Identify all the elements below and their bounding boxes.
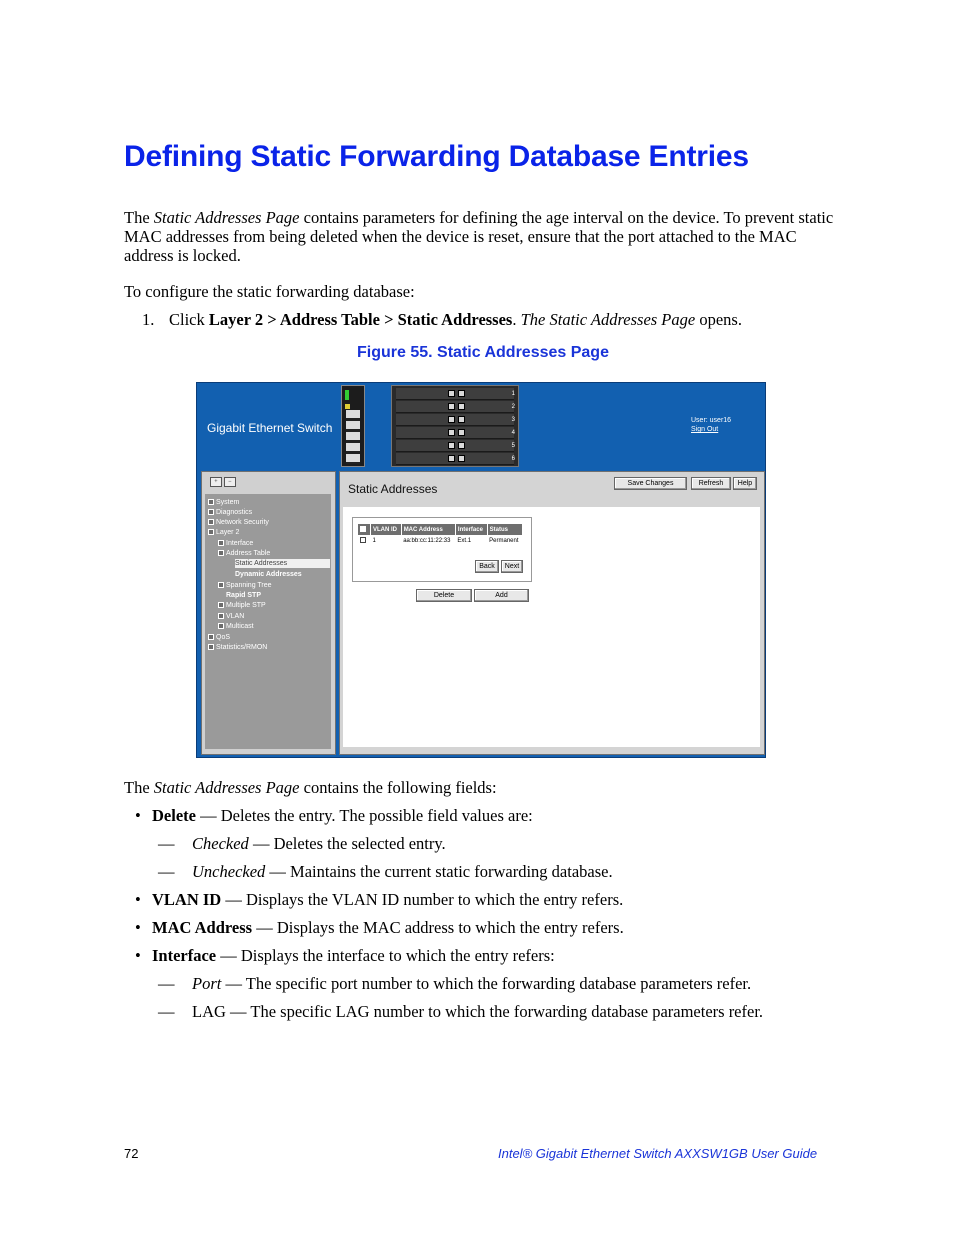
col-vlan-id: VLAN ID: [371, 524, 402, 535]
dash-port: — Port — The specific port number to which the forwarding database parameters refer.: [158, 974, 752, 993]
next-button[interactable]: Next: [501, 560, 523, 573]
collapse-icon: [218, 550, 224, 556]
nav-item-address-table[interactable]: Address Table: [218, 549, 270, 558]
static-addresses-screenshot: [196, 382, 766, 758]
add-button[interactable]: Add: [474, 589, 529, 602]
nav-item-vlan[interactable]: VLAN: [218, 612, 244, 621]
nav-item-system[interactable]: System: [208, 498, 239, 507]
expand-icon: [218, 540, 224, 546]
port-row: [396, 401, 514, 413]
static-addresses-table: [358, 524, 523, 546]
bullet-vlan-id: • VLAN ID — Displays the VLAN ID number to which the entry refers.: [135, 890, 624, 909]
figure-caption: Figure 55. Static Addresses Page: [357, 344, 609, 361]
status-led-icon: [345, 390, 349, 400]
nav-item-dynamic-addresses[interactable]: Dynamic Addresses: [235, 571, 302, 578]
nav-item-multicast[interactable]: Multicast: [218, 622, 254, 631]
content-panel: [339, 471, 765, 755]
content-area: [343, 507, 760, 747]
bullet-mac-address: • MAC Address — Displays the MAC address to which the entry refers.: [135, 918, 624, 937]
status-led-icon: [345, 404, 350, 409]
port-row: [396, 388, 514, 400]
nav-item-diagnostics[interactable]: Diagnostics: [208, 508, 252, 517]
configure-text: To configure the static forwarding database:: [124, 282, 415, 301]
user-info: [691, 416, 731, 434]
cell-vlan-id: 1: [372, 537, 376, 544]
nav-item-static-addresses[interactable]: Static Addresses: [235, 559, 330, 568]
static-addresses-table-frame: [352, 517, 532, 582]
app-title: Gigabit Ethernet Switch: [207, 421, 333, 435]
collapse-all-button[interactable]: −: [224, 477, 236, 487]
select-all-checkbox[interactable]: [358, 524, 371, 535]
step-1: 1. Click Layer 2 > Address Table > Static Addresses. The Static Addresses Page opens.: [142, 310, 742, 329]
nav-item-layer2[interactable]: Layer 2: [208, 528, 239, 537]
nav-item-spanning-tree[interactable]: Spanning Tree: [218, 581, 272, 590]
nav-item-interface[interactable]: Interface: [218, 539, 253, 548]
page-number: 72: [124, 1146, 139, 1161]
cell-status: Permanent: [489, 537, 519, 544]
collapse-icon: [208, 529, 214, 535]
port-row: [396, 453, 514, 465]
expand-icon: [208, 499, 214, 505]
nav-item-rapid-stp[interactable]: Rapid STP: [226, 592, 262, 599]
table-header-row: [358, 524, 523, 535]
port-column-icon: [346, 410, 360, 464]
fields-intro: The Static Addresses Page contains the following fields:: [124, 778, 497, 797]
expand-icon: [218, 602, 224, 608]
slot-numbers: 1 2 3 4 5 6: [511, 391, 515, 462]
switch-module-image: [341, 385, 365, 467]
expand-icon: [208, 509, 214, 515]
table-row: [358, 535, 523, 546]
nav-item-network-security[interactable]: Network Security: [208, 518, 269, 527]
nav-item-multiple-stp[interactable]: Multiple STP: [218, 601, 266, 610]
cell-mac-address: aa:bb:cc:11:22:33: [403, 537, 451, 544]
nav-panel: [201, 471, 336, 755]
dash-checked: — Checked — Deletes the selected entry.: [158, 834, 446, 853]
row-checkbox[interactable]: [358, 535, 371, 546]
col-interface: Interface: [455, 524, 487, 535]
expand-icon: [208, 634, 214, 640]
content-page-title: Static Addresses: [348, 482, 438, 496]
expand-icon: [218, 582, 224, 588]
refresh-button[interactable]: Refresh: [691, 477, 731, 490]
nav-item-statistics[interactable]: Statistics/RMON: [208, 643, 267, 652]
expand-icon: [218, 613, 224, 619]
dash-lag: — LAG — The specific LAG number to which the forwarding database parameters refer.: [158, 1002, 764, 1021]
expand-all-button[interactable]: +: [210, 477, 222, 487]
bullet-interface: • Interface — Displays the interface to which the entry refers:: [135, 946, 555, 965]
switch-chassis-image: [391, 385, 519, 467]
port-row: [396, 414, 514, 426]
page-heading: Defining Static Forwarding Database Entries: [124, 140, 749, 173]
dash-unchecked: — Unchecked — Maintains the current static forwarding database.: [158, 862, 613, 881]
cell-interface: Ext.1: [457, 537, 472, 544]
expand-icon: [208, 519, 214, 525]
delete-button[interactable]: Delete: [416, 589, 472, 602]
bullet-delete: • Delete — Deletes the entry. The possible field values are:: [135, 806, 533, 825]
help-button[interactable]: Help: [733, 477, 757, 490]
col-status: Status: [487, 524, 522, 535]
back-button[interactable]: Back: [475, 560, 499, 573]
expand-icon: [218, 623, 224, 629]
col-mac-address: MAC Address: [401, 524, 455, 535]
expand-icon: [208, 644, 214, 650]
port-row: [396, 440, 514, 452]
footer-title: Intel® Gigabit Ethernet Switch AXXSW1GB User Guide: [498, 1146, 818, 1161]
save-changes-button[interactable]: Save Changes: [614, 477, 687, 490]
nav-item-qos[interactable]: QoS: [208, 633, 230, 642]
user-label: User: user16: [691, 417, 732, 424]
intro-paragraph: The Static Addresses Page contains parameters for defining the age interval on the device. To prevent static MAC addresses from being deleted when the device is reset, ensure that the port attached to the MAC address is locked.: [124, 208, 834, 265]
nav-tree: [205, 494, 331, 749]
port-row: [396, 427, 514, 439]
sign-out-link[interactable]: Sign Out: [691, 426, 719, 433]
